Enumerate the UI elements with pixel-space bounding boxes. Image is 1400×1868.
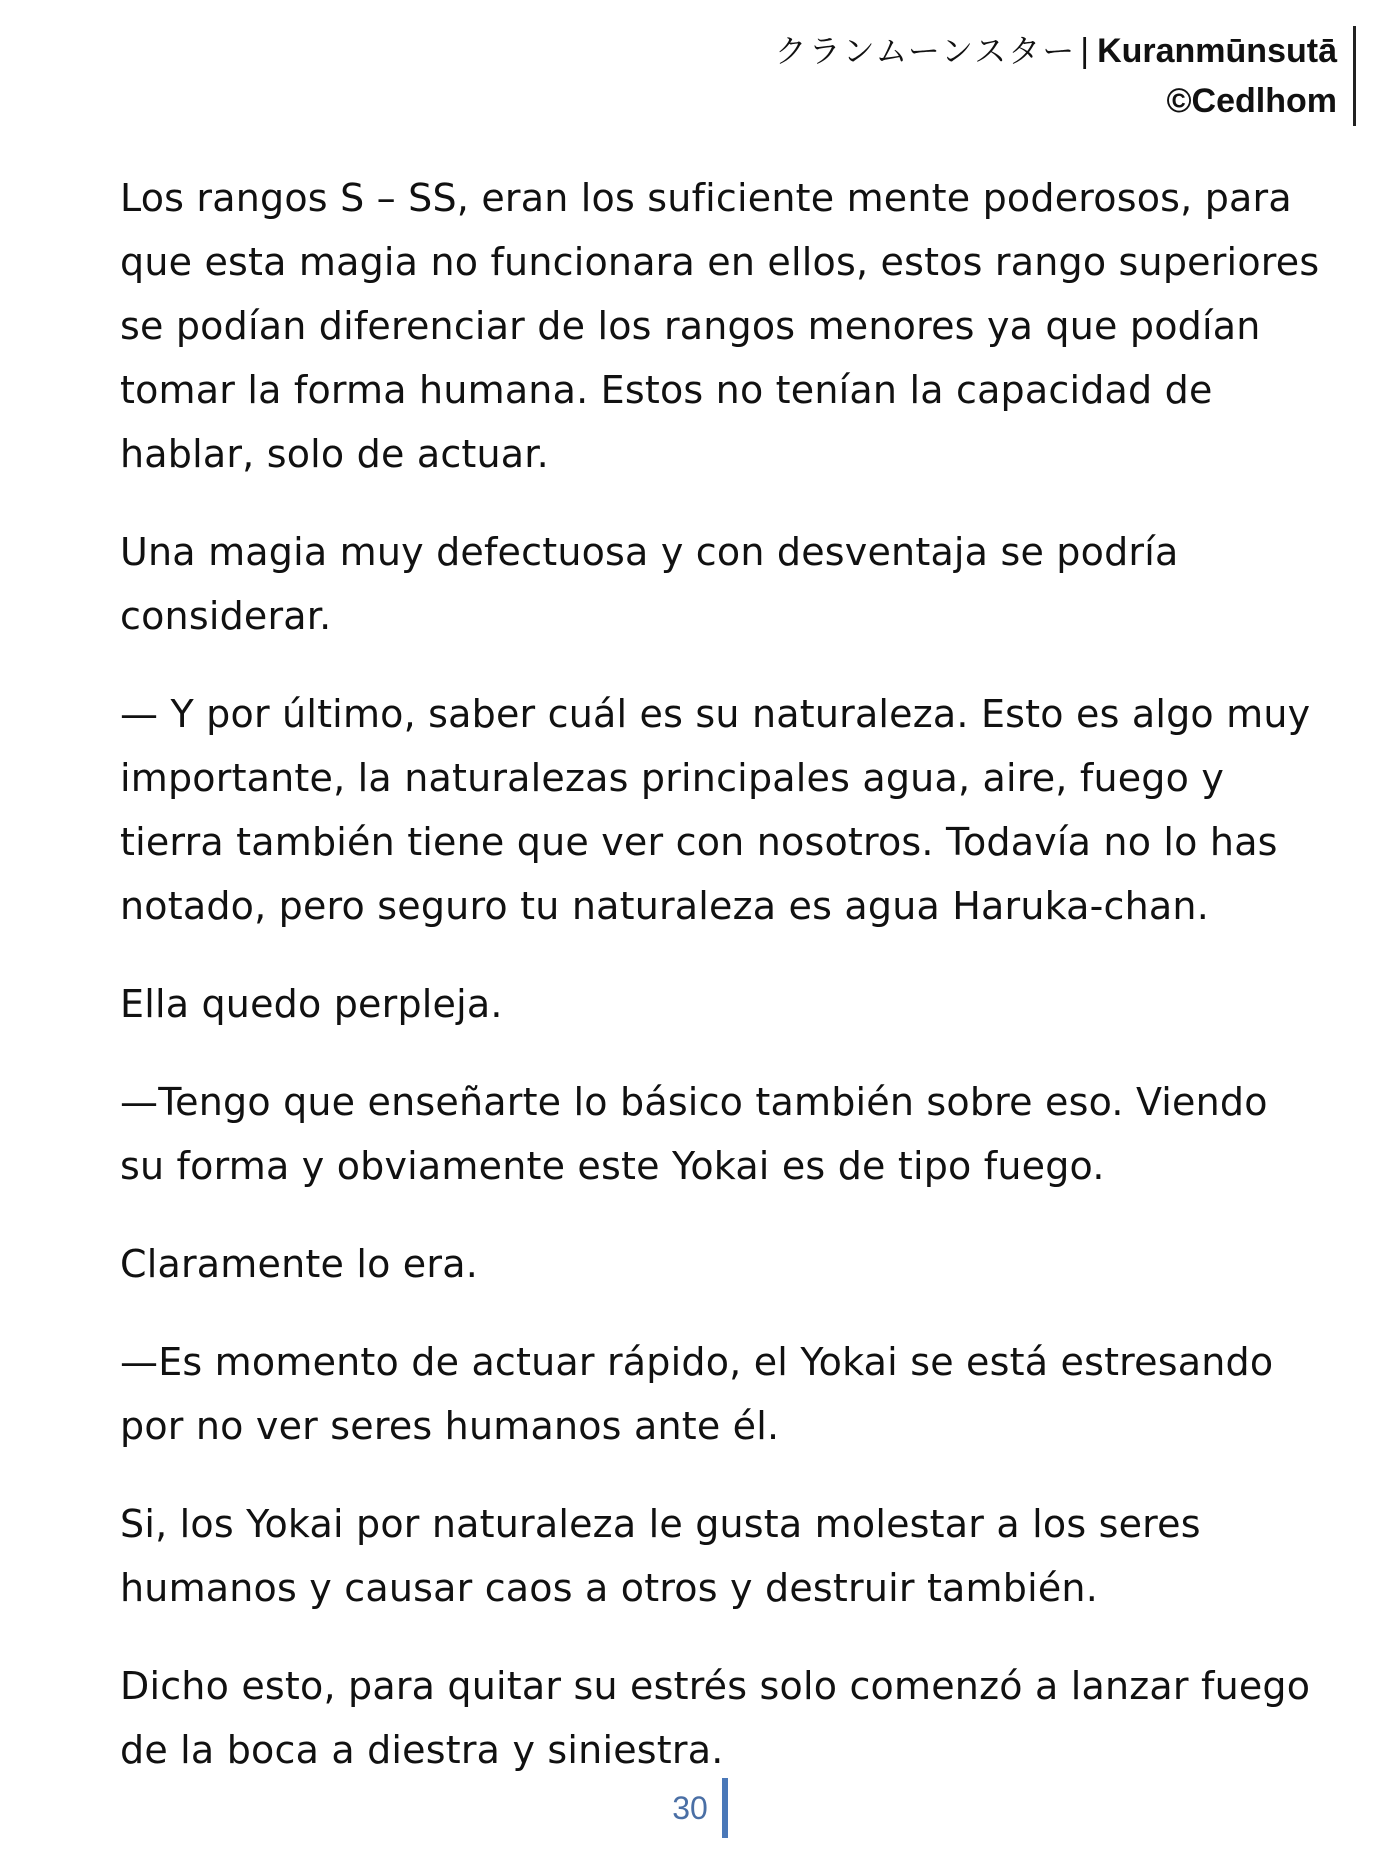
header-japanese-title: クランムーンスター <box>774 32 1077 70</box>
paragraph-3: — Y por último, saber cuál es su naturaleza. Esto es algo muy importante, la naturalezas principales agua, aire, fuego y tierra también tiene que ver con nosotros. Todavía no lo has notado, pero seguro tu naturaleza es agua Haruka-chan. <box>120 692 1311 928</box>
paragraph-6: Claramente lo era. <box>120 1242 478 1286</box>
header-title-line <box>775 26 1337 76</box>
paragraph-1: Los rangos S – SS, eran los suficiente mente poderosos, para que esta magia no funcionara en ellos, estos rango superiores se podían diferenciar de los rangos menores ya que podían tomar la forma humana. Estos no tenían la capacidad de hablar, solo de actuar. <box>120 176 1320 476</box>
header-copyright: ©Cedlhom <box>1166 82 1337 120</box>
page-body <box>120 166 1320 1816</box>
paragraph-5: —Tengo que enseñarte lo básico también sobre eso. Viendo su forma y obviamente este Yokai es de tipo fuego. <box>120 1080 1268 1188</box>
header-romanized-title: Kuranmūnsutā <box>1097 32 1337 70</box>
header-separator: | <box>1080 32 1090 70</box>
paragraph-7: —Es momento de actuar rápido, el Yokai se está estresando por no ver seres humanos ante él. <box>120 1340 1274 1448</box>
paragraph-4: Ella quedo perpleja. <box>120 982 503 1026</box>
paragraph-9: Dicho esto, para quitar su estrés solo comenzó a lanzar fuego de la boca a diestra y siniestra. <box>120 1664 1311 1772</box>
paragraph-2: Una magia muy defectuosa y con desventaja se podría considerar. <box>120 530 1179 638</box>
page-header <box>775 26 1356 126</box>
page-number: 30 <box>672 1778 728 1838</box>
page-footer <box>0 1778 1400 1838</box>
paragraph-8: Si, los Yokai por naturaleza le gusta molestar a los seres humanos y causar caos a otros y destruir también. <box>120 1502 1201 1610</box>
